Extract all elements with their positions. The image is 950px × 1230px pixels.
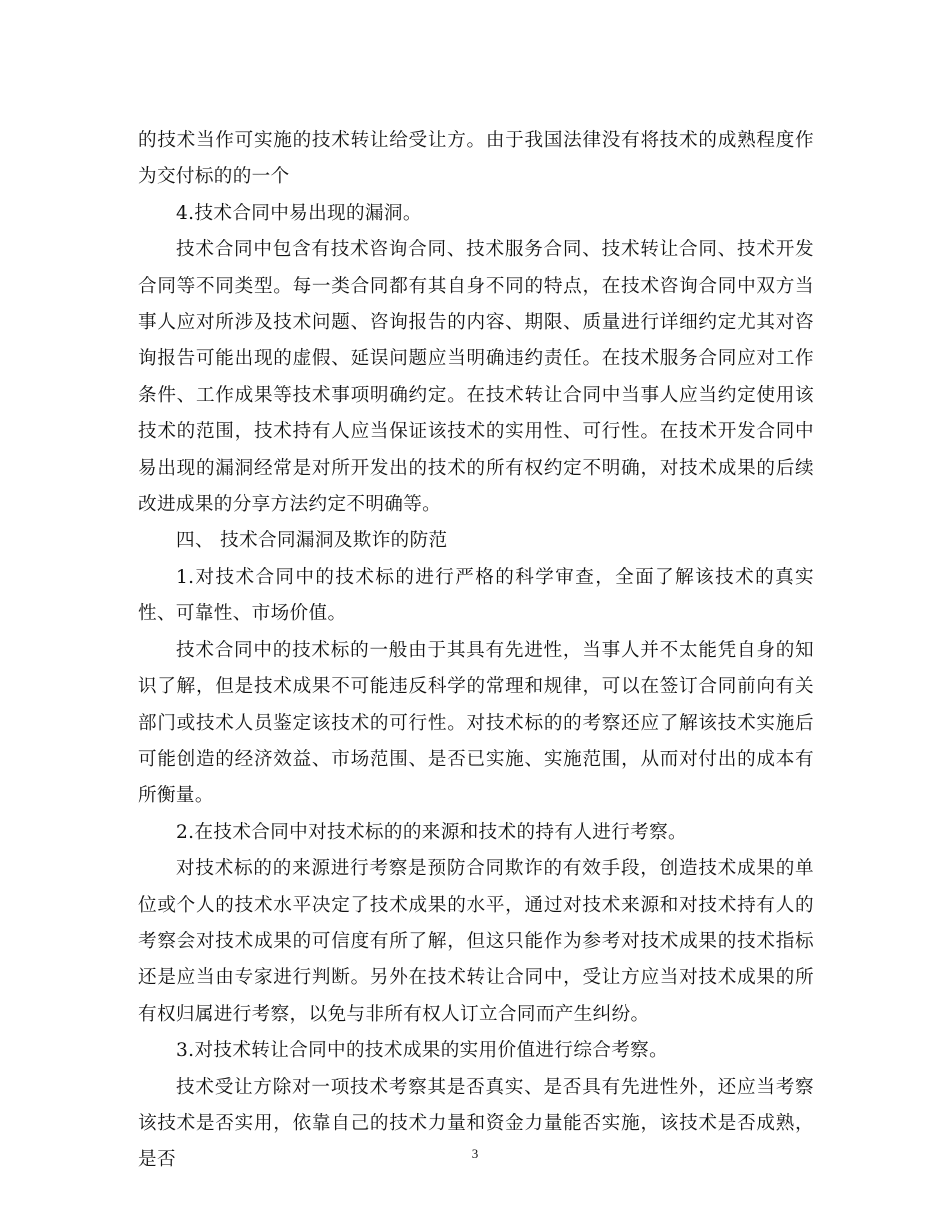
paragraph: 的技术当作可实施的技术转让给受让方。由于我国法律没有将技术的成熟程度作为交付标的的一个 (138, 130, 814, 188)
paragraph: 技术合同中的技术标的一般由于其具有先进性，当事人并不太能凭自身的知识了解，但是技术成果不可能违反科学的常理和规律，可以在签订合同前向有关部门或技术人员鉴定该技术的可行性。对技术标的的考察还应了解该技术实施后可能创造的经济效益、市场范围、是否已实施、实施范围，从而对付出的成本有所衡量。 (138, 639, 814, 807)
paragraph: 技术受让方除对一项技术考察其是否真实、是否具有先进性外，还应当考察该技术是否实用，依靠自己的技术力量和资金力量能否实施，该技术是否成熟，是否 (138, 1076, 814, 1171)
paragraph: 技术合同中包含有技术咨询合同、技术服务合同、技术转让合同、技术开发合同等不同类型。每一类合同都有其自身不同的特点，在技术咨询合同中双方当事人应对所涉及技术问题、咨询报告的内容、期限、质量进行详细约定尤其对咨询报告可能出现的虚假、延误问题应当明确违约责任。在技术服务合同应对工作条件、工作成果等技术事项明确约定。在技术转让合同中当事人应当约定使用该技术的范围，技术持有人应当保证该技术的实用性、可行性。在技术开发合同中易出现的漏洞经常是对所开发出的技术的所有权约定不明确，对技术成果的后续改进成果的分享方法约定不明确等。 (138, 239, 814, 516)
section-heading-loopholes: 4.技术合同中易出现的漏洞。 (176, 202, 422, 224)
page-number: 3 (471, 1146, 479, 1161)
section-heading-review: 1.对技术合同中的技术标的进行严格的科学审查，全面了解该技术的真实性、可靠性、市场价值。 (138, 566, 814, 625)
section-heading-practical-value: 3.对技术转让合同中的技术成果的实用价值进行综合考察。 (176, 1040, 669, 1062)
paragraph: 对技术标的的来源进行考察是预防合同欺诈的有效手段，创造技术成果的单位或个人的技术水平决定了技术成果的水平，通过对技术来源和对技术持有人的考察会对技术成果的可信度有所了解，但这只能作为参考对技术成果的技术指标还是应当由专家进行判断。另外在技术转让合同中，受让方应当对技术成果的所有权归属进行考察，以免与非所有权人订立合同而产生纠纷。 (138, 858, 814, 1025)
section-heading-prevention: 四、 技术合同漏洞及欺诈的防范 (176, 530, 448, 552)
section-heading-source: 2.在技术合同中对技术标的的来源和技术的持有人进行考察。 (176, 821, 687, 843)
body-text (138, 123, 814, 1179)
